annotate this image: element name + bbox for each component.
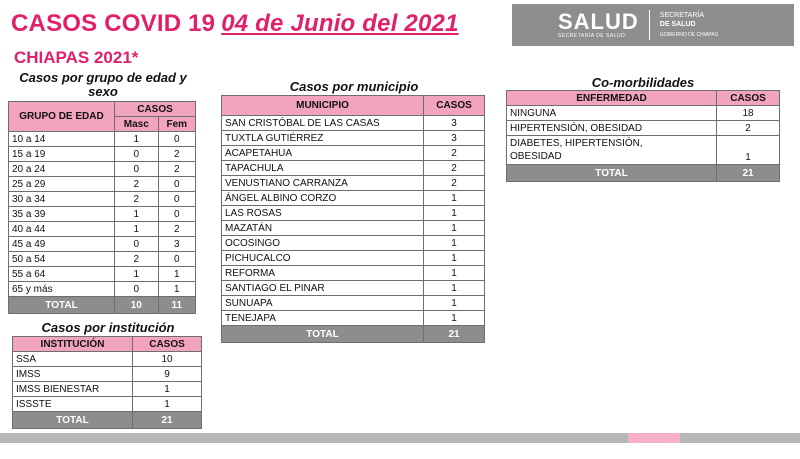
municipio-casos-cell: 2	[424, 161, 485, 176]
institucion-total-label: TOTAL	[13, 412, 133, 429]
institucion-row	[13, 352, 202, 367]
edad-fem-cell: 0	[158, 132, 195, 147]
institucion-table	[12, 336, 202, 429]
col-inst-casos: CASOS	[133, 337, 202, 352]
comorbilidades-table	[506, 90, 780, 182]
col-fem: Fem	[158, 117, 195, 132]
municipio-nombre-cell: PICHUCALCO	[222, 251, 424, 266]
edad-row	[9, 147, 196, 162]
comorbilidades-total-row	[507, 165, 780, 182]
edad-grupo-cell: 35 a 39	[9, 207, 115, 222]
municipio-row	[222, 161, 485, 176]
edad-caption: Casos por grupo de edad y sexo	[19, 70, 187, 99]
municipio-nombre-cell: SAN CRISTÓBAL DE LAS CASAS	[222, 116, 424, 131]
logo-brand-text: SALUD	[558, 8, 639, 34]
comorbilidades-header-row	[507, 91, 780, 106]
edad-row	[9, 267, 196, 282]
municipio-nombre-cell: MAZATÁN	[222, 221, 424, 236]
municipio-row	[222, 176, 485, 191]
comorbilidad-row	[507, 121, 780, 136]
municipio-nombre-cell: TAPACHULA	[222, 161, 424, 176]
municipio-row	[222, 146, 485, 161]
institucion-casos-cell: 1	[133, 397, 202, 412]
institucion-caption: Casos por institución	[41, 320, 175, 335]
comorbilidad-row	[507, 106, 780, 121]
municipio-casos-cell: 1	[424, 311, 485, 326]
institucion-nombre-cell: ISSSTE	[13, 397, 133, 412]
comorbilidad-nombre-multiline	[507, 136, 717, 165]
municipio-header-row	[222, 96, 485, 116]
edad-grupo-cell: 45 a 49	[9, 237, 115, 252]
edad-row	[9, 207, 196, 222]
logo-sec-line1: SECRETARÍA	[659, 11, 704, 19]
edad-fem-cell: 2	[158, 147, 195, 162]
municipio-row	[222, 281, 485, 296]
comorbilidad-nombre: HIPERTENSIÓN, OBESIDAD	[507, 121, 717, 136]
footer-accent-bar	[628, 433, 680, 443]
institucion-header-row	[13, 337, 202, 352]
municipio-nombre-cell: REFORMA	[222, 266, 424, 281]
salud-logo	[512, 4, 794, 46]
comorbilidad-row	[507, 136, 780, 165]
edad-grupo-cell: 30 a 34	[9, 192, 115, 207]
municipio-casos-cell: 1	[424, 266, 485, 281]
municipio-nombre-cell: OCOSINGO	[222, 236, 424, 251]
edad-fem-cell: 0	[158, 207, 195, 222]
municipio-row	[222, 116, 485, 131]
logo-sec-line2: DE SALUD	[659, 20, 696, 28]
municipio-nombre-cell: TENEJAPA	[222, 311, 424, 326]
col-municipio: MUNICIPIO	[222, 96, 424, 116]
footer-bar	[0, 433, 800, 443]
municipio-nombre-cell: VENUSTIANO CARRANZA	[222, 176, 424, 191]
edad-fem-cell: 3	[158, 237, 195, 252]
edad-masc-cell: 0	[115, 282, 159, 297]
institucion-nombre-cell: SSA	[13, 352, 133, 367]
institucion-casos-cell: 1	[133, 382, 202, 397]
col-enfermedad: ENFERMEDAD	[507, 91, 717, 106]
comorbilidad-casos: 2	[717, 121, 780, 136]
institucion-row	[13, 382, 202, 397]
comorbilidad-nombre-l1: DIABETES, HIPERTENSIÓN,	[510, 138, 643, 149]
comorbilidad-casos: 1	[717, 136, 780, 165]
logo-brand	[558, 8, 639, 40]
municipio-casos-cell: 1	[424, 251, 485, 266]
municipio-casos-cell: 3	[424, 131, 485, 146]
edad-masc-cell: 1	[115, 267, 159, 282]
institucion-total: 21	[133, 412, 202, 429]
logo-brand-sub: SECRETARÍA DE SALUD	[558, 32, 626, 39]
municipio-caption: Casos por municipio	[289, 79, 419, 94]
comorbilidades-caption: Co-morbilidades	[591, 75, 695, 90]
municipio-row	[222, 131, 485, 146]
edad-row	[9, 252, 196, 267]
municipio-row	[222, 266, 485, 281]
edad-fem-cell: 2	[158, 222, 195, 237]
edad-masc-cell: 1	[115, 222, 159, 237]
col-mun-casos: CASOS	[424, 96, 485, 116]
edad-fem-cell: 1	[158, 282, 195, 297]
edad-total-masc: 10	[115, 297, 159, 314]
municipio-row	[222, 296, 485, 311]
municipio-casos-cell: 2	[424, 146, 485, 161]
municipio-row	[222, 221, 485, 236]
municipio-casos-cell: 1	[424, 296, 485, 311]
col-institucion: INSTITUCIÓN	[13, 337, 133, 352]
municipio-row	[222, 311, 485, 326]
title-text: CASOS COVID 19	[11, 10, 216, 37]
edad-row	[9, 222, 196, 237]
edad-fem-cell: 0	[158, 177, 195, 192]
edad-masc-cell: 2	[115, 252, 159, 267]
institucion-row	[13, 397, 202, 412]
edad-row	[9, 192, 196, 207]
edad-grupo-cell: 40 a 44	[9, 222, 115, 237]
edad-row	[9, 237, 196, 252]
edad-grupo-cell: 20 a 24	[9, 162, 115, 177]
logo-sec-line3: GOBIERNO DE CHIAPAS	[659, 31, 719, 38]
municipio-row	[222, 191, 485, 206]
col-masc: Masc	[115, 117, 159, 132]
institucion-casos-cell: 9	[133, 367, 202, 382]
municipio-nombre-cell: SUNUAPA	[222, 296, 424, 311]
edad-grupo-cell: 15 a 19	[9, 147, 115, 162]
col-casos: CASOS	[115, 102, 196, 117]
municipio-table	[221, 95, 485, 343]
edad-fem-cell: 0	[158, 252, 195, 267]
edad-grupo-cell: 10 a 14	[9, 132, 115, 147]
edad-row	[9, 282, 196, 297]
edad-grupo-cell: 55 a 64	[9, 267, 115, 282]
municipio-casos-cell: 1	[424, 206, 485, 221]
municipio-casos-cell: 1	[424, 281, 485, 296]
edad-grupo-cell: 65 y más	[9, 282, 115, 297]
edad-table	[8, 101, 196, 314]
municipio-nombre-cell: TUXTLA GUTIÉRREZ	[222, 131, 424, 146]
page-title	[11, 10, 459, 38]
municipio-casos-cell: 1	[424, 191, 485, 206]
municipio-total-row	[222, 326, 485, 343]
edad-masc-cell: 2	[115, 177, 159, 192]
municipio-row	[222, 251, 485, 266]
col-enf-casos: CASOS	[717, 91, 780, 106]
edad-header-row	[9, 102, 196, 117]
col-grupo: GRUPO DE EDAD	[9, 102, 115, 132]
edad-row	[9, 162, 196, 177]
edad-grupo-cell: 25 a 29	[9, 177, 115, 192]
edad-row	[9, 132, 196, 147]
edad-fem-cell: 1	[158, 267, 195, 282]
report-date: 04 de Junio del 2021	[221, 10, 459, 37]
edad-fem-cell: 2	[158, 162, 195, 177]
edad-masc-cell: 1	[115, 207, 159, 222]
comorbilidades-total-label: TOTAL	[507, 165, 717, 182]
municipio-row	[222, 206, 485, 221]
comorbilidades-total: 21	[717, 165, 780, 182]
logo-divider	[649, 10, 650, 40]
edad-masc-cell: 0	[115, 162, 159, 177]
institucion-casos-cell: 10	[133, 352, 202, 367]
edad-total-fem: 11	[158, 297, 195, 314]
municipio-total-label: TOTAL	[222, 326, 424, 343]
edad-masc-cell: 0	[115, 147, 159, 162]
municipio-casos-cell: 1	[424, 221, 485, 236]
municipio-nombre-cell: LAS ROSAS	[222, 206, 424, 221]
municipio-casos-cell: 2	[424, 176, 485, 191]
institucion-total-row	[13, 412, 202, 429]
municipio-casos-cell: 1	[424, 236, 485, 251]
edad-masc-cell: 1	[115, 132, 159, 147]
edad-masc-cell: 0	[115, 237, 159, 252]
municipio-row	[222, 236, 485, 251]
municipio-nombre-cell: SANTIAGO EL PINAR	[222, 281, 424, 296]
comorbilidad-nombre-l2: OBESIDAD	[510, 151, 562, 162]
edad-row	[9, 177, 196, 192]
institucion-nombre-cell: IMSS	[13, 367, 133, 382]
region-subtitle: CHIAPAS 2021*	[14, 48, 139, 67]
comorbilidad-nombre: NINGUNA	[507, 106, 717, 121]
logo-secretaria	[660, 11, 718, 40]
edad-grupo-cell: 50 a 54	[9, 252, 115, 267]
institucion-nombre-cell: IMSS BIENESTAR	[13, 382, 133, 397]
municipio-casos-cell: 3	[424, 116, 485, 131]
edad-total-label: TOTAL	[9, 297, 115, 314]
comorbilidad-casos: 18	[717, 106, 780, 121]
edad-masc-cell: 2	[115, 192, 159, 207]
municipio-total: 21	[424, 326, 485, 343]
municipio-nombre-cell: ÁNGEL ALBINO CORZO	[222, 191, 424, 206]
municipio-nombre-cell: ACAPETAHUA	[222, 146, 424, 161]
edad-total-row	[9, 297, 196, 314]
institucion-row	[13, 367, 202, 382]
edad-fem-cell: 0	[158, 192, 195, 207]
